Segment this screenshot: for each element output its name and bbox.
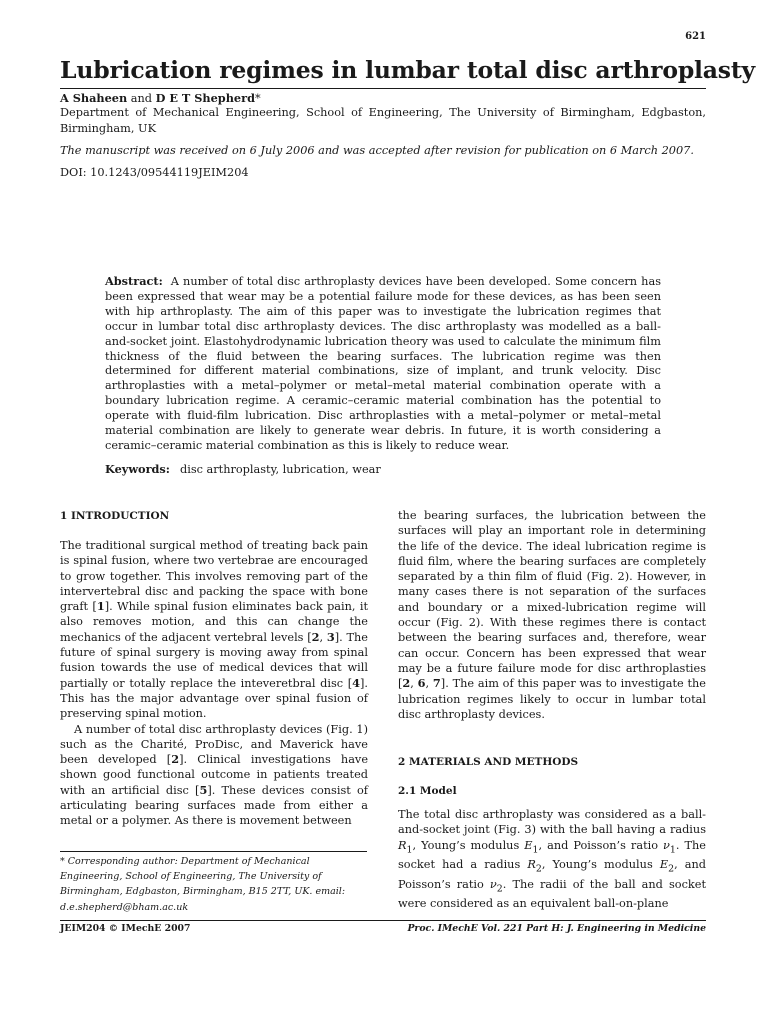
keywords xyxy=(105,462,381,476)
section-heading-introduction: 1 INTRODUCTION xyxy=(60,510,170,522)
affiliation: Department of Mechanical Engineering, School of Engineering, The University of Birmingham, Edgbaston, Birmingham, UK xyxy=(60,106,706,135)
author-conjunction: and xyxy=(130,92,153,105)
right-column-text xyxy=(398,508,706,722)
intro-paragraph-1: The traditional surgical method of treating back pain is spinal fusion, where two vertebrae are encouraged to grow together. This involves removing part of the intervertebral disc and packing the space with bone graft [1]. While spinal fusion eliminates back pain, it also removes motion, and this can change the mechanics of the adjacent vertebral levels [2, 3]. The future of spinal surgery is moving away from spinal fusion towards the use of medical devices that will partially or totally replace the inteveretbral disc [4]. This has the major advantage over spinal fusion of preserving spinal motion. xyxy=(60,539,368,721)
subsection-heading-model: 2.1 Model xyxy=(398,785,457,797)
abstract-text: A number of total disc arthroplasty devices have been developed. Some concern has been expressed that wear may be a potential failure mode for these devices, as has been seen with hip arthroplasty. The aim of this paper was to investigate the lubrication regimes that occur in lumbar total disc arthroplasty devices. The disc arthroplasty was modelled as a ball-and-socket joint. Elastohydrodynamic lubrication theory was used to calculate the minimum film thickness of the fluid between the bearing surfaces. The lubrication regime was then determined for different material combinations, size of implant, and trunk velocity. Disc arthroplasties with a metal–polymer or metal–metal material combination operate with a boundary lubrication regime. A ceramic–ceramic material combination has the potential to operate with fluid-film lubrication. Disc arthroplasties with a metal–polymer or metal–metal material combination are likely to generate wear debris. In future, it is worth considering a ceramic–ceramic material combination as this is likely to reduce wear. xyxy=(105,275,661,452)
abstract xyxy=(105,274,661,454)
keywords-text: disc arthroplasty, lubrication, wear xyxy=(179,463,381,476)
left-column-text xyxy=(60,538,368,829)
title-rule xyxy=(60,88,706,89)
footer-copyright: JEIM204 © IMechE 2007 xyxy=(60,923,191,934)
author-2: D E T Shepherd xyxy=(155,91,255,105)
doi: DOI: 10.1243/09544119JEIM204 xyxy=(60,166,249,179)
footer-journal: Proc. IMechE Vol. 221 Part H: J. Engineering in Medicine xyxy=(407,923,706,934)
manuscript-note: The manuscript was received on 6 July 2006 and was accepted after revision for publication on 6 March 2007. xyxy=(60,144,694,157)
section-heading-methods: 2 MATERIALS AND METHODS xyxy=(398,756,579,768)
keywords-label: Keywords: xyxy=(105,462,170,476)
citation: 2 xyxy=(402,676,411,691)
citation: 6 xyxy=(417,676,426,691)
footer-rule xyxy=(60,920,706,921)
paper-title: Lubrication regimes in lumbar total disc arthroplasty xyxy=(60,56,755,84)
corresponding-mark: * xyxy=(254,92,261,105)
citation: 3 xyxy=(326,629,335,644)
footnote-rule xyxy=(60,851,367,852)
abstract-label: Abstract: xyxy=(105,274,163,288)
citation: 1 xyxy=(96,599,105,614)
author-1: A Shaheen xyxy=(60,91,128,105)
model-paragraph: The total disc arthroplasty was considered as a ball-and-socket joint (Fig. 3) with the ball having a radius $R_1$, Young’s modulus $E_1$, and Poisson’s ratio $\nu_1$. The socket had a radius $R_2$, Young’s modulus $E_2$, and Poisson’s ratio $\nu_2$. The radii of the ball and socket were considered as an equivalent ball-on-plane xyxy=(398,808,706,911)
citation: 5 xyxy=(199,782,208,797)
footnote: * Corresponding author: Department of Mechanical Engineering, School of Engineering, The University of Birmingham, Edgbaston, Birmingham, B15 2TT, UK. email: d.e.shepherd@bham.ac.uk xyxy=(60,856,346,913)
citation: 7 xyxy=(432,676,441,691)
intro-paragraph-2-continued: the bearing surfaces, the lubrication between the surfaces will play an important role in determining the life of the device. The ideal lubrication regime is fluid film, where the bearing surfaces are completely separated by a thin film of fluid (Fig. 2). However, in many cases there is not separation of the surfaces and boundary or a mixed-lubrication regime will occur (Fig. 2). With these regimes there is contact between the bearing surfaces and, therefore, wear can occur. Concern has been expressed that wear may be a future failure mode for disc arthroplasties [2, 6, 7]. The aim of this paper was to investigate the lubrication regimes likely to occur in lumbar total disc arthroplasty devices. xyxy=(398,509,706,721)
intro-paragraph-2: A number of total disc arthroplasty devices (Fig. 1) such as the Charité, ProDisc, and Maverick have been developed [2]. Clinical investigations have shown good functional outcome in patients treated with an artificial disc [5]. These devices consist of articulating bearing surfaces made from either a metal or a polymer. As there is movement between xyxy=(60,722,368,828)
page-number: 621 xyxy=(685,31,706,42)
citation: 2 xyxy=(171,752,180,767)
citation: 4 xyxy=(352,675,360,690)
citation: 2 xyxy=(311,629,320,644)
